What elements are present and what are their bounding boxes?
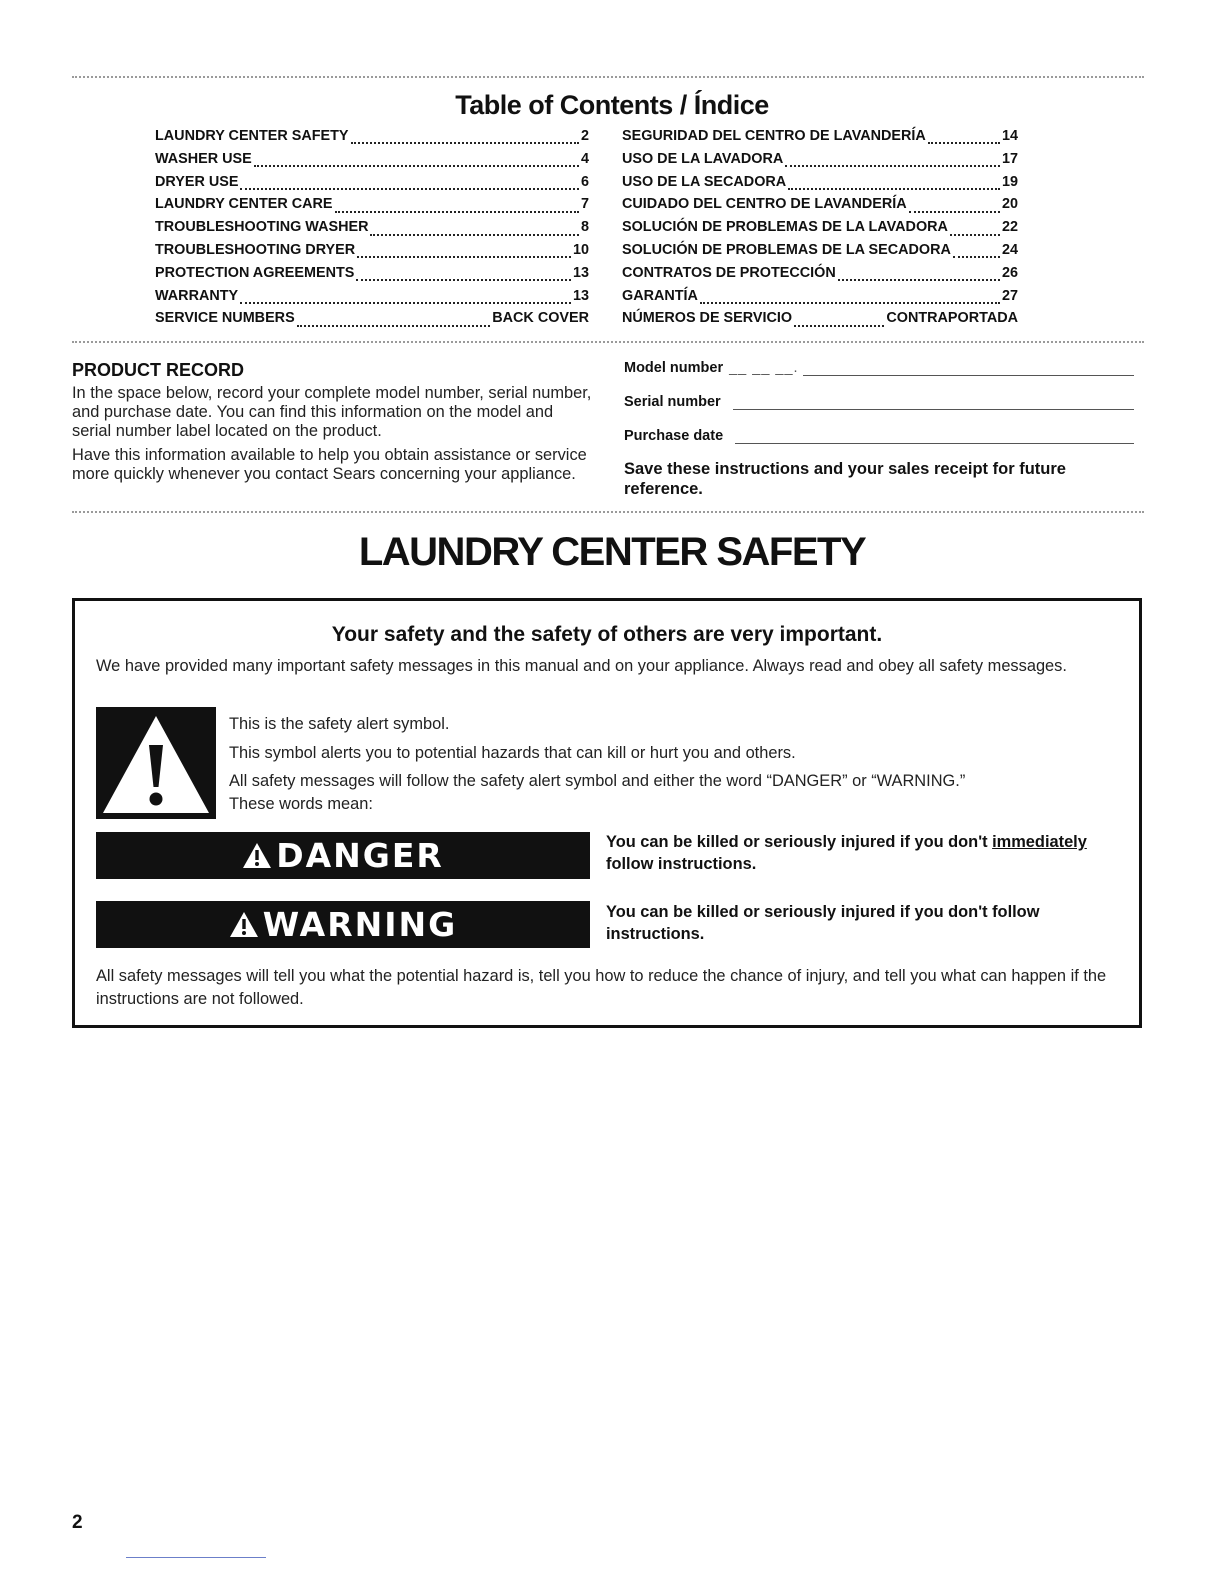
- danger-desc-emphasis: immediately: [992, 833, 1087, 851]
- toc-entry-label: LAUNDRY CENTER CARE: [155, 196, 333, 213]
- toc-entry-label: TROUBLESHOOTING WASHER: [155, 219, 369, 236]
- warning-word: WARNING: [262, 905, 458, 944]
- toc-entry-label: WASHER USE: [155, 150, 252, 167]
- product-record-note: Have this information available to help you obtain assistance or service more quickly whenever you contact Sears concerning your appliance.: [72, 446, 587, 483]
- toc-entry-page: 20: [1001, 196, 1018, 213]
- warning-description: You can be killed or seriously injured if you don't follow instructions.: [606, 903, 1040, 943]
- toc-entry-label: GARANTÍA: [622, 287, 698, 304]
- toc-entry-page: 8: [580, 219, 589, 236]
- toc-entry-page: 22: [1001, 219, 1018, 236]
- save-instructions-note: Save these instructions and your sales receipt for future reference.: [624, 460, 1066, 498]
- toc-entry-label: WARRANTY: [155, 287, 239, 304]
- toc-spanish-list: [622, 128, 1018, 333]
- toc-dot-leader: [254, 165, 579, 167]
- serial-number-label: Serial number: [624, 394, 721, 410]
- toc-entry-label: SERVICE NUMBERS: [155, 310, 295, 327]
- toc-entry-page: 2: [580, 128, 589, 144]
- model-number-label: Model number: [624, 360, 724, 376]
- danger-desc-text: You can be killed or seriously injured if you don't: [606, 833, 993, 851]
- toc-dot-leader: [950, 234, 1000, 236]
- toc-entry-label: SOLUCIÓN DE PROBLEMAS DE LA LAVADORA: [622, 219, 948, 236]
- product-record-title: PRODUCT RECORD: [72, 360, 245, 380]
- danger-alert-icon: [242, 842, 272, 869]
- toc-entry-page: 7: [580, 196, 589, 213]
- toc-entry-label: SEGURIDAD DEL CENTRO DE LAVANDERÍA: [622, 128, 926, 144]
- toc-dot-leader: [297, 325, 491, 327]
- safety-heading: Your safety and the safety of others are very important.: [331, 623, 883, 646]
- toc-entry[interactable]: [155, 196, 589, 219]
- toc-entry[interactable]: [155, 151, 589, 174]
- alert-triangle-icon: [96, 707, 216, 819]
- toc-entry[interactable]: [155, 242, 589, 265]
- alert-explanation: [229, 713, 1109, 816]
- toc-entry-label: SOLUCIÓN DE PROBLEMAS DE LA SECADORA: [622, 241, 951, 258]
- toc-entry[interactable]: [155, 219, 589, 242]
- toc-dot-leader: [356, 279, 571, 281]
- danger-signal-bar: [96, 832, 590, 879]
- product-record-divider: [72, 511, 1144, 513]
- toc-entry-page: 19: [1001, 173, 1018, 190]
- footer-link-line: [126, 1557, 266, 1558]
- toc-entry-page: 26: [1001, 264, 1018, 281]
- section-title: LAUNDRY CENTER SAFETY: [358, 530, 866, 574]
- toc-dot-leader: [240, 188, 579, 190]
- warning-signal-bar: [96, 901, 590, 948]
- toc-dot-leader: [335, 211, 579, 213]
- toc-dot-leader: [240, 302, 571, 304]
- toc-dot-leader: [838, 279, 1000, 281]
- toc-entry-page: 6: [580, 173, 589, 190]
- safety-box: [72, 598, 1142, 1028]
- purchase-date-field[interactable]: [624, 428, 1134, 444]
- toc-entry[interactable]: [622, 265, 1018, 288]
- safety-intro: We have provided many important safety messages in this manual and on your appliance. Always read and obey all safety messages.: [96, 657, 1067, 675]
- toc-entry-page: 27: [1001, 287, 1018, 304]
- toc-entry-label: USO DE LA SECADORA: [622, 173, 787, 190]
- alert-line: This is the safety alert symbol.: [229, 715, 450, 733]
- danger-word: DANGER: [276, 836, 444, 875]
- toc-entry[interactable]: [622, 219, 1018, 242]
- toc-entry-page: 4: [580, 150, 589, 167]
- toc-entry[interactable]: [622, 151, 1018, 174]
- toc-entry[interactable]: [622, 174, 1018, 197]
- toc-entry[interactable]: [155, 265, 589, 288]
- toc-entry-label: TROUBLESHOOTING DRYER: [155, 241, 356, 258]
- toc-entry-label: DRYER USE: [155, 173, 239, 190]
- toc-divider: [72, 341, 1144, 343]
- toc-dot-leader: [370, 234, 579, 236]
- model-number-prefix: __ __ __.: [729, 360, 799, 376]
- toc-entry-label: CUIDADO DEL CENTRO DE LAVANDERÍA: [622, 196, 907, 213]
- toc-dot-leader: [351, 142, 579, 144]
- purchase-date-label: Purchase date: [624, 428, 724, 444]
- toc-entry-label: CONTRATOS DE PROTECCIÓN: [622, 264, 836, 281]
- toc-entry[interactable]: [622, 128, 1018, 151]
- toc-entry-page: 10: [572, 241, 589, 258]
- serial-number-line[interactable]: [733, 395, 1134, 410]
- purchase-date-line[interactable]: [735, 429, 1134, 444]
- toc-title: Table of Contents / Índice: [455, 90, 769, 120]
- toc-dot-leader: [700, 302, 1000, 304]
- product-record-instructions: In the space below, record your complete model number, serial number, and purchase date. You can find this information on the model and serial number label located on the product.: [72, 384, 592, 440]
- toc-entry-label: USO DE LA LAVADORA: [622, 150, 784, 167]
- danger-description: [606, 831, 1126, 875]
- toc-entry[interactable]: [155, 288, 589, 311]
- toc-entry[interactable]: [622, 242, 1018, 265]
- toc-dot-leader: [909, 211, 1000, 213]
- toc-entry-page: 14: [1001, 128, 1018, 144]
- toc-dot-leader: [788, 188, 1000, 190]
- toc-entry-label: LAUNDRY CENTER SAFETY: [155, 128, 349, 144]
- toc-dot-leader: [357, 256, 571, 258]
- toc-entry[interactable]: [622, 288, 1018, 311]
- toc-entry[interactable]: [155, 310, 589, 333]
- serial-number-field[interactable]: [624, 394, 1134, 410]
- toc-entry-page: 17: [1001, 150, 1018, 167]
- toc-entry-page: 13: [572, 287, 589, 304]
- page-number: 2: [72, 1512, 83, 1533]
- toc-dot-leader: [785, 165, 1000, 167]
- toc-english-list: [155, 128, 589, 333]
- toc-dot-leader: [953, 256, 1000, 258]
- top-divider: [72, 76, 1144, 78]
- model-number-line[interactable]: [803, 361, 1134, 376]
- toc-entry-page: BACK COVER: [492, 310, 589, 327]
- toc-entry-page: 13: [572, 264, 589, 281]
- toc-entry-label: NÚMEROS DE SERVICIO: [622, 310, 793, 327]
- model-number-field[interactable]: [624, 360, 1134, 376]
- toc-entry-page: CONTRAPORTADA: [886, 310, 1018, 327]
- toc-entry[interactable]: [622, 196, 1018, 219]
- toc-dot-leader: [928, 142, 1000, 144]
- warning-alert-icon: [229, 911, 259, 938]
- danger-desc-text-end: follow instructions.: [606, 855, 757, 873]
- alert-line: All safety messages will follow the safety alert symbol and either the word “DANGER” or “WARNING.”: [229, 772, 966, 790]
- toc-dot-leader: [794, 325, 884, 327]
- toc-entry-page: 24: [1001, 241, 1018, 258]
- toc-entry[interactable]: [155, 128, 589, 151]
- safety-closing: All safety messages will tell you what the potential hazard is, tell you how to reduce the chance of injury, and tell you what can happen if the instructions are not followed.: [96, 967, 1107, 1008]
- alert-line: This symbol alerts you to potential hazards that can kill or hurt you and others.: [229, 743, 796, 762]
- toc-entry[interactable]: [155, 174, 589, 197]
- toc-entry-label: PROTECTION AGREEMENTS: [155, 264, 355, 281]
- alert-line: These words mean:: [229, 795, 373, 813]
- toc-entry[interactable]: [622, 310, 1018, 333]
